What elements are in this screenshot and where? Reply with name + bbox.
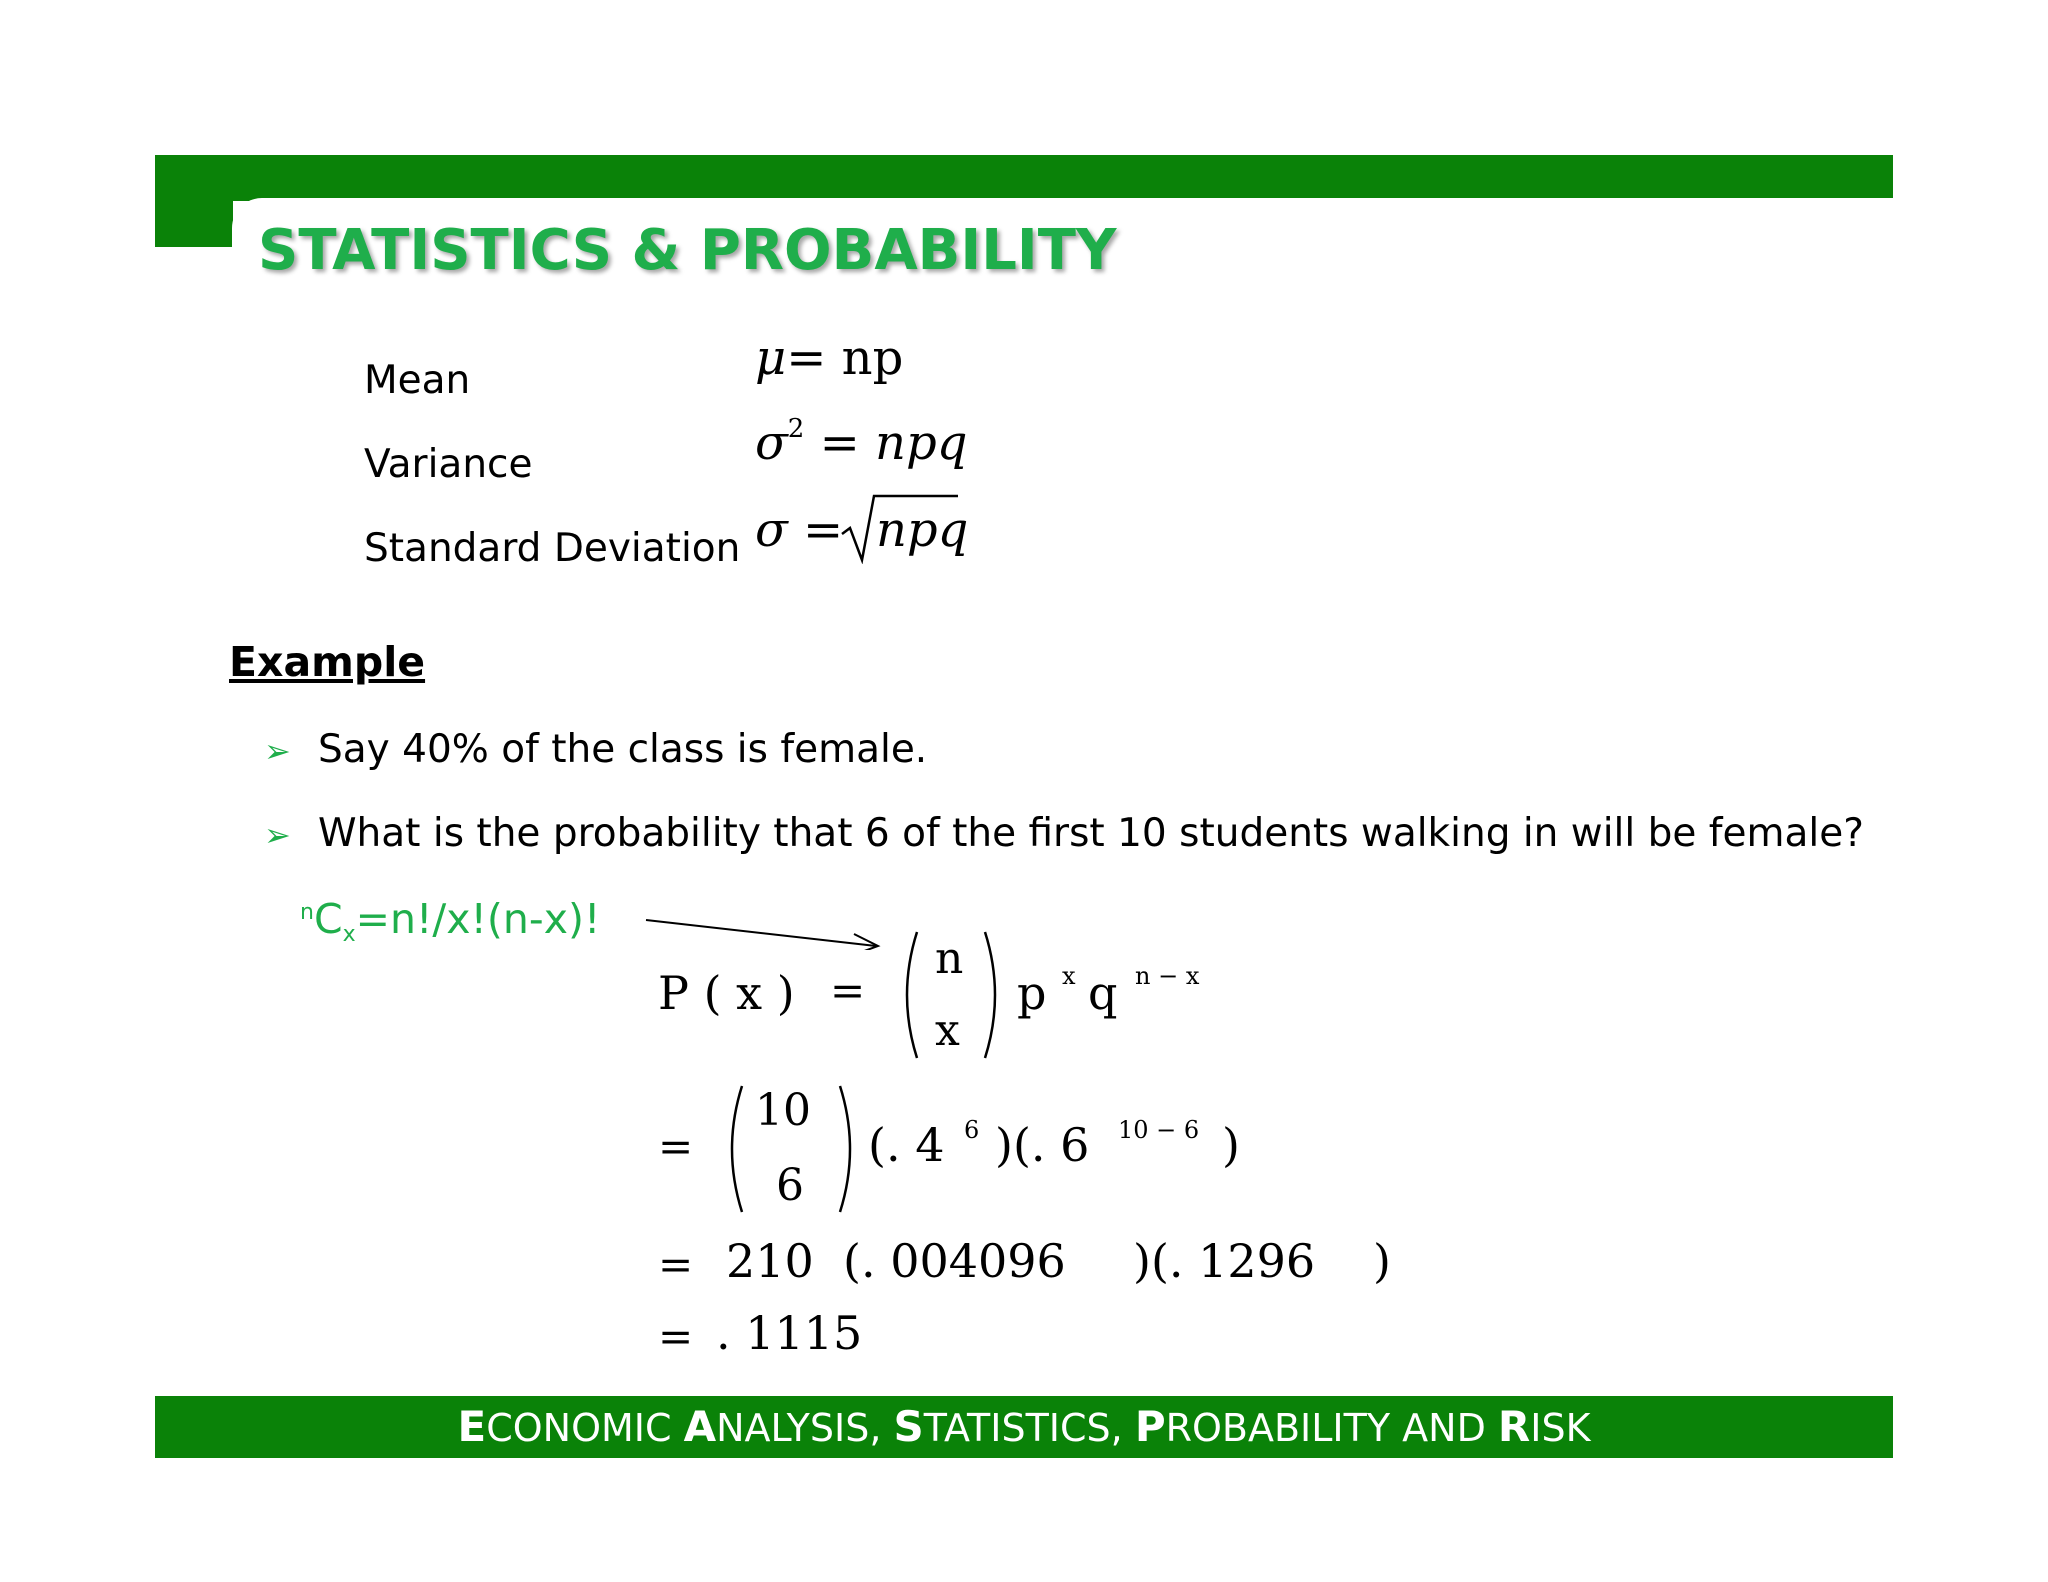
sigma-symbol: σ bbox=[755, 415, 788, 471]
footer-cap: A bbox=[683, 1402, 717, 1451]
variance-formula bbox=[755, 414, 967, 471]
eq3-part1: (. 004096 bbox=[843, 1234, 1066, 1288]
example-heading: Example bbox=[229, 638, 426, 686]
eq3-part2: )(. 1296 bbox=[1133, 1234, 1316, 1288]
bullet-arrow-icon: ➢ bbox=[264, 816, 291, 854]
footer-cap: R bbox=[1497, 1402, 1531, 1451]
mean-formula bbox=[755, 330, 903, 386]
bullet-arrow-icon: ➢ bbox=[264, 732, 291, 770]
eq2-part2: )(. 6 bbox=[995, 1118, 1090, 1172]
eq3-value1: 210 bbox=[726, 1234, 814, 1288]
comb-c: C bbox=[313, 895, 343, 943]
eq2-exponent1: 6 bbox=[964, 1116, 980, 1144]
footer-word: NALYSIS, bbox=[716, 1406, 894, 1450]
mean-rhs: = np bbox=[786, 330, 904, 386]
comb-sub: x bbox=[342, 922, 356, 947]
eq2-binomial-top: 10 bbox=[755, 1085, 811, 1136]
mu-symbol: μ bbox=[755, 330, 787, 386]
comb-rest: =n!/x!(n-x)! bbox=[355, 895, 601, 943]
footer-word: ISK bbox=[1530, 1406, 1591, 1450]
bullet-text-2: What is the probability that 6 of the first 10 students walking in will be female? bbox=[318, 811, 1864, 856]
eq3-equals: = bbox=[658, 1240, 694, 1289]
variance-rhs: = npq bbox=[819, 415, 968, 471]
eq4-result: . 1115 bbox=[716, 1306, 863, 1360]
eq1-p-exponent: x bbox=[1062, 962, 1076, 990]
eq4-equals: = bbox=[658, 1312, 694, 1361]
sd-label: Standard Deviation bbox=[364, 526, 741, 571]
comb-sup: n bbox=[300, 900, 314, 925]
eq2-exponent2: 10 − 6 bbox=[1118, 1116, 1200, 1144]
footer-word: CONOMIC bbox=[486, 1406, 684, 1450]
arrow-icon bbox=[640, 910, 890, 950]
eq2-equals: = bbox=[658, 1122, 694, 1171]
eq1-p: p bbox=[1017, 966, 1047, 1020]
footer-cap: P bbox=[1134, 1402, 1166, 1451]
eq1-q-exponent: n − x bbox=[1135, 962, 1200, 990]
footer-text bbox=[155, 1396, 1893, 1458]
eq1-q: q bbox=[1088, 966, 1118, 1020]
footer-word: ROBABILITY AND bbox=[1165, 1406, 1498, 1450]
footer-word: TATISTICS, bbox=[923, 1406, 1135, 1450]
sd-formula bbox=[755, 502, 843, 558]
sd-radicand: npq bbox=[876, 502, 969, 558]
header-bar bbox=[155, 155, 1893, 201]
mean-label: Mean bbox=[364, 358, 471, 403]
bullet-text-1: Say 40% of the class is female. bbox=[318, 727, 928, 772]
header-bar-corner bbox=[155, 155, 233, 247]
variance-exponent: 2 bbox=[787, 414, 805, 444]
eq1-binomial-bottom: x bbox=[935, 1005, 960, 1056]
slide-title: STATISTICS & PROBABILITY bbox=[258, 218, 1117, 283]
eq2-binomial-bottom: 6 bbox=[776, 1160, 804, 1211]
eq2-part1: (. 4 bbox=[868, 1118, 945, 1172]
variance-label: Variance bbox=[364, 442, 533, 487]
eq1-binomial-top: n bbox=[935, 933, 964, 984]
eq3-close: ) bbox=[1373, 1234, 1391, 1288]
eq1-equals: = bbox=[830, 966, 866, 1015]
sd-lhs: σ = bbox=[755, 502, 844, 558]
footer-cap: E bbox=[457, 1402, 487, 1451]
footer-cap: S bbox=[893, 1402, 924, 1451]
combination-formula bbox=[300, 895, 600, 947]
eq2-close: ) bbox=[1222, 1118, 1240, 1172]
eq1-lhs: P ( x ) bbox=[658, 966, 795, 1020]
